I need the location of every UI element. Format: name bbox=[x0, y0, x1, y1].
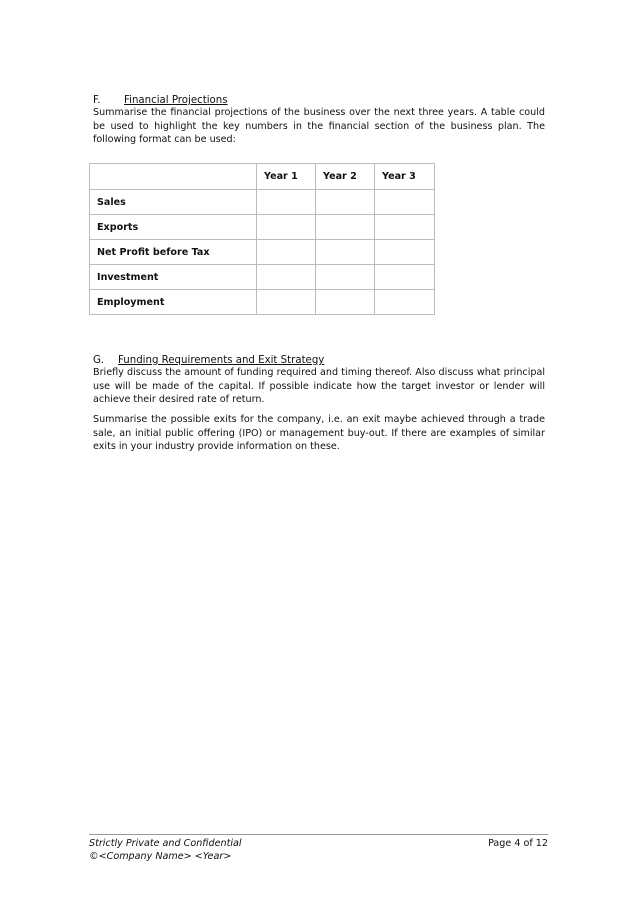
section-g-title: Funding Requirements and Exit Strategy bbox=[118, 355, 325, 366]
footer-left bbox=[89, 837, 242, 863]
section-f-paragraph: Summarise the financial projections of the business over the next three years. A table could be used to highlight the key numbers in the financial section of the business plan. The following format can be used: bbox=[93, 107, 545, 145]
table-cell bbox=[375, 290, 435, 315]
table-cell bbox=[257, 290, 316, 315]
row-label: Employment bbox=[90, 290, 257, 315]
table-header-cell: Year 1 bbox=[257, 164, 316, 190]
row-label: Sales bbox=[90, 190, 257, 215]
footer-confidential: Strictly Private and Confidential bbox=[89, 838, 242, 849]
table-cell bbox=[316, 190, 375, 215]
financial-projections-table bbox=[89, 163, 435, 315]
table-cell bbox=[375, 190, 435, 215]
section-f-title: Financial Projections bbox=[124, 95, 228, 106]
row-label: Net Profit before Tax bbox=[90, 240, 257, 265]
table-cell bbox=[257, 215, 316, 240]
footer-copyright: ©<Company Name> <Year> bbox=[89, 851, 232, 862]
section-g-paragraph-2: Summarise the possible exits for the company, i.e. an exit maybe achieved through a trade sale, an initial public offering (IPO) or management buy-out. If there are examples of similar exits in your industry provide information on these. bbox=[93, 414, 545, 452]
row-label: Investment bbox=[90, 265, 257, 290]
table-cell bbox=[316, 290, 375, 315]
table-cell bbox=[375, 215, 435, 240]
page-number: Page 4 of 12 bbox=[488, 838, 548, 849]
section-g-letter: G. bbox=[93, 355, 105, 366]
section-g-paragraph-1: Briefly discuss the amount of funding required and timing thereof. Also discuss what principal use will be made of the capital. If possible indicate how the target investor or lender will achieve their desired rate of return. bbox=[93, 367, 545, 405]
table-cell bbox=[375, 265, 435, 290]
table-cell bbox=[316, 215, 375, 240]
table-header-row bbox=[90, 164, 435, 190]
table-header-cell bbox=[90, 164, 257, 190]
table-row bbox=[90, 215, 435, 240]
section-f-letter: F. bbox=[93, 95, 101, 106]
table-row bbox=[90, 240, 435, 265]
table-cell bbox=[257, 240, 316, 265]
row-label: Exports bbox=[90, 215, 257, 240]
table-row bbox=[90, 290, 435, 315]
table-row bbox=[90, 190, 435, 215]
table-cell bbox=[316, 240, 375, 265]
table-cell bbox=[257, 265, 316, 290]
table-cell bbox=[316, 265, 375, 290]
table-row bbox=[90, 265, 435, 290]
table-cell bbox=[257, 190, 316, 215]
table-header-cell: Year 3 bbox=[375, 164, 435, 190]
table-cell bbox=[375, 240, 435, 265]
table-header-cell: Year 2 bbox=[316, 164, 375, 190]
footer-divider bbox=[89, 834, 548, 835]
